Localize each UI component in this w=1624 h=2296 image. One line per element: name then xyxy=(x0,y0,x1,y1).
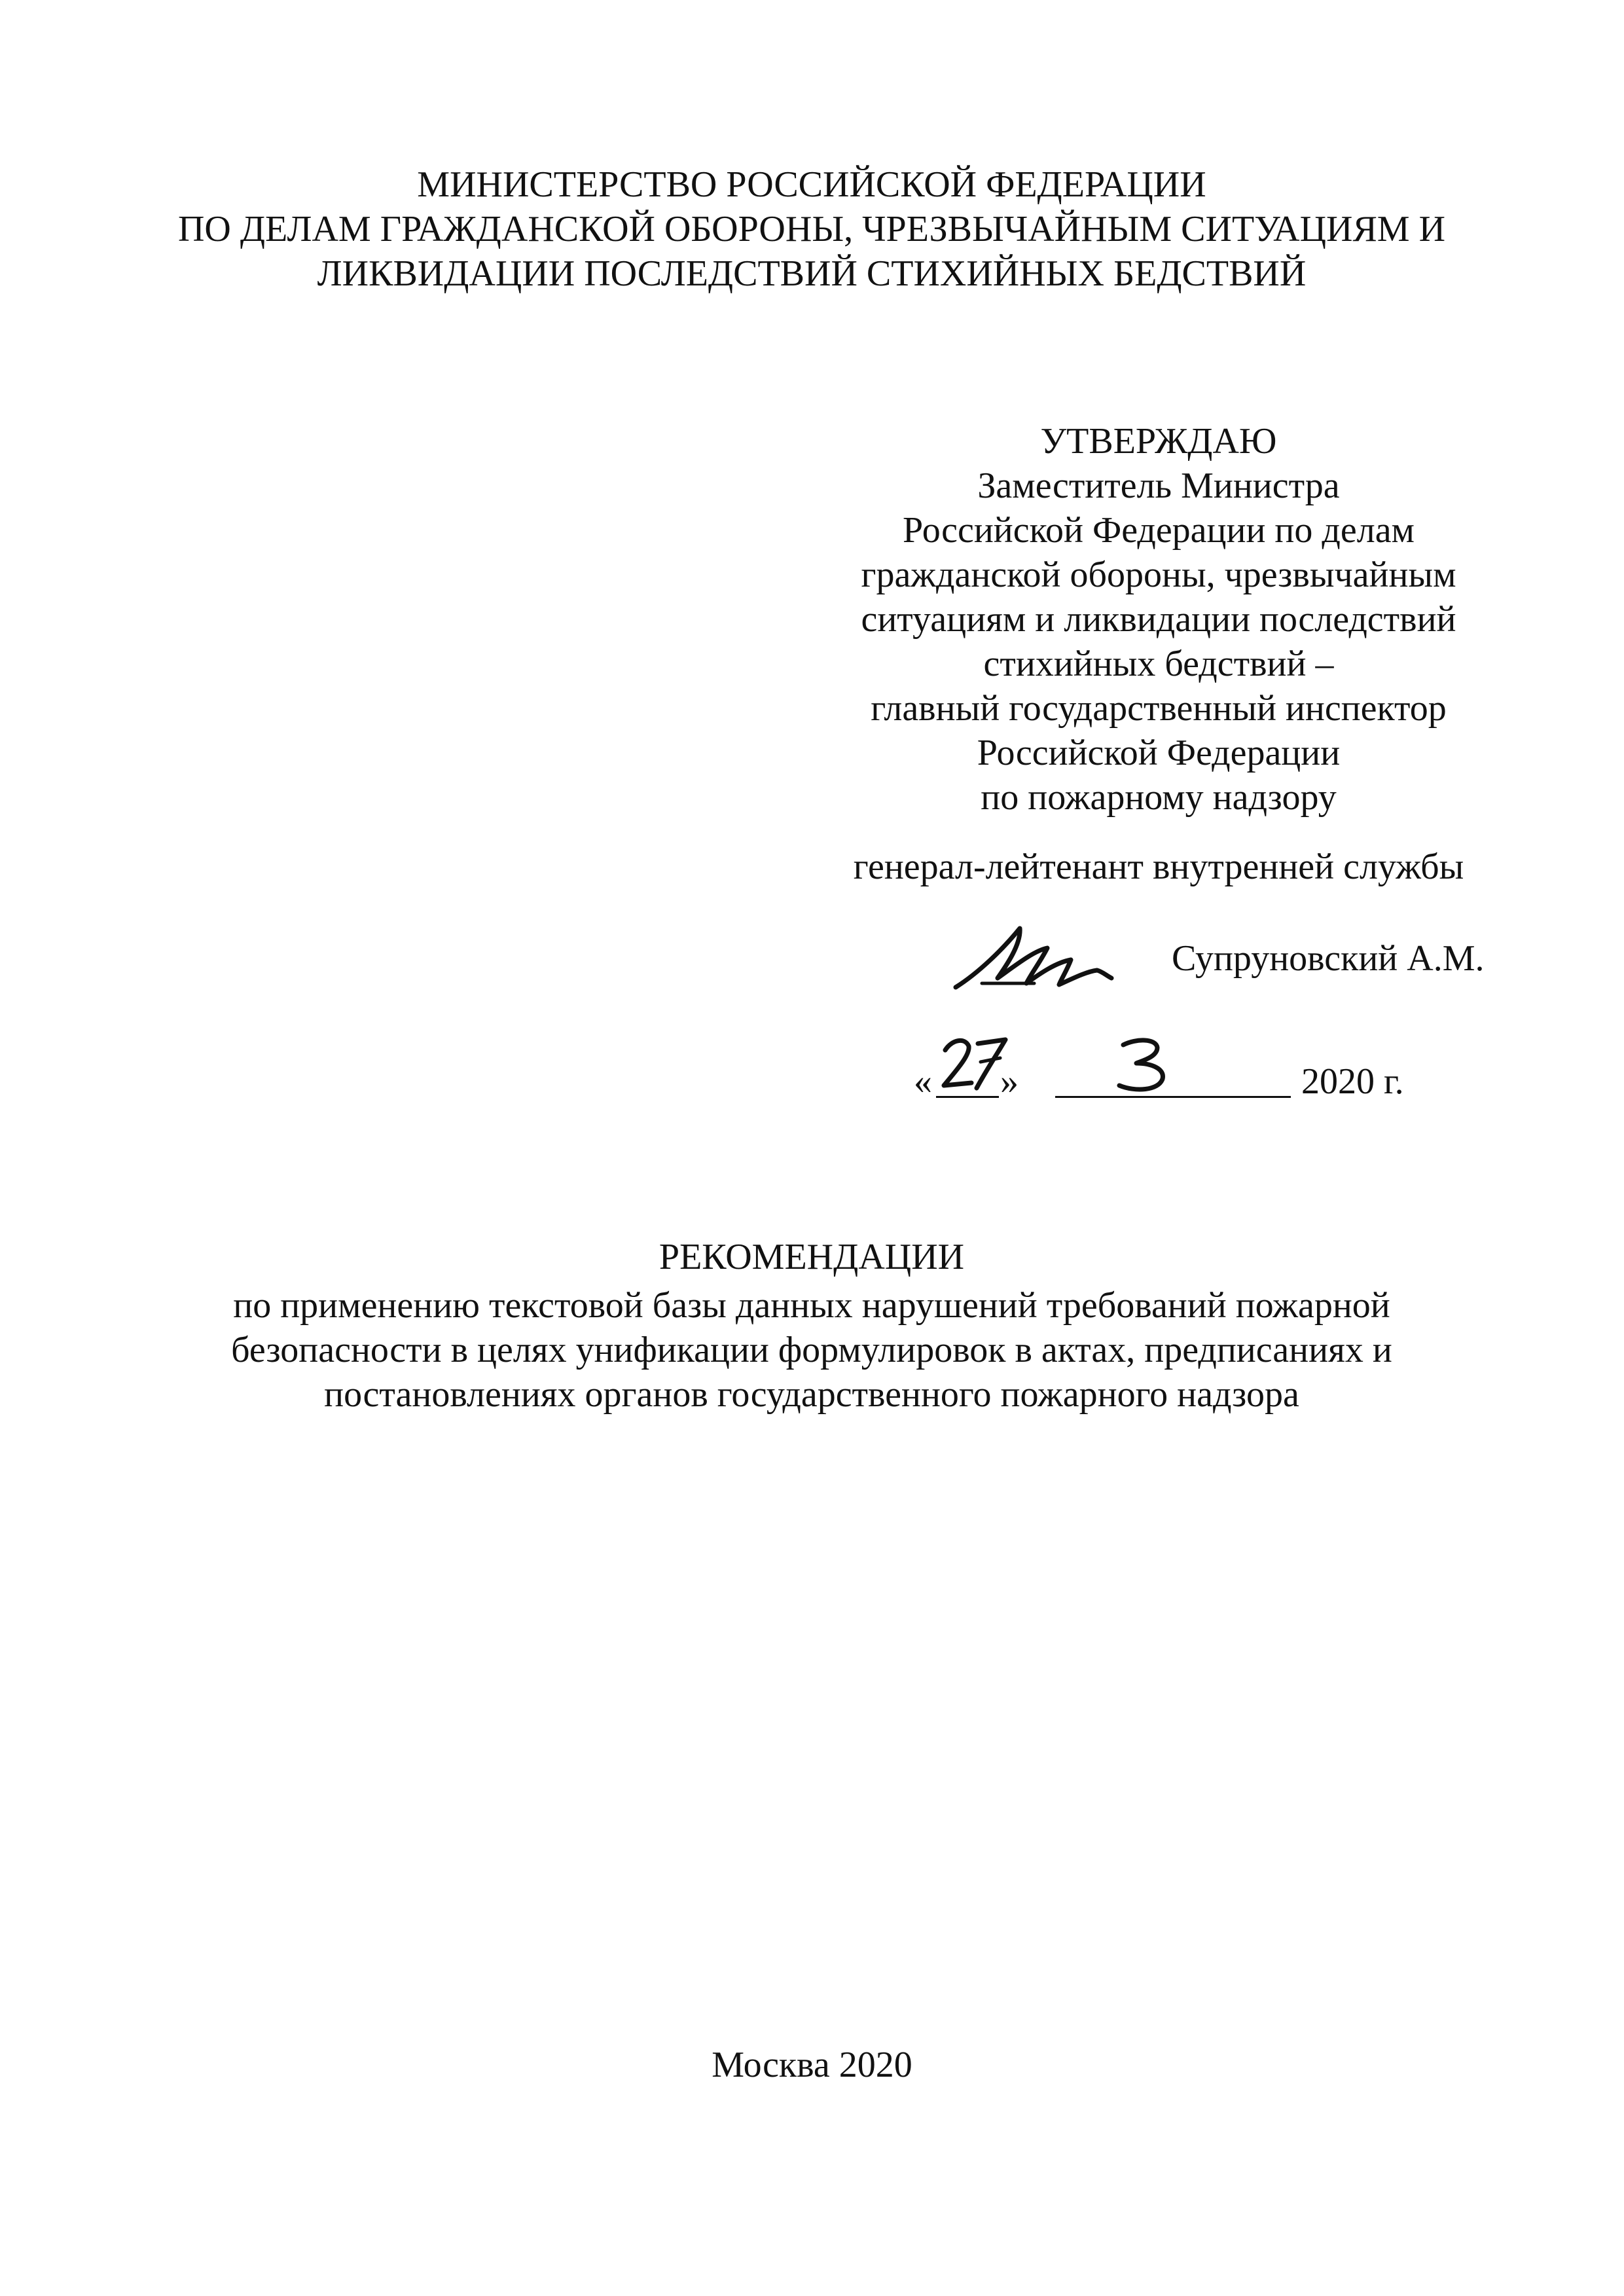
city-year: Москва 2020 xyxy=(712,2045,912,2085)
date-year: 2020 г. xyxy=(1301,1061,1404,1102)
ministry-line: ПО ДЕЛАМ ГРАЖДАНСКОЙ ОБОРОНЫ, ЧРЕЗВЫЧАЙНЫМ СИТУАЦИЯМ И xyxy=(177,209,1446,249)
approval-position-line: гражданской обороны, чрезвычайным xyxy=(861,555,1456,595)
ministry-header xyxy=(118,162,1506,296)
approval-position-line: по пожарному надзору xyxy=(981,777,1337,818)
ministry-line: МИНИСТЕРСТВО РОССИЙСКОЙ ФЕДЕРАЦИИ xyxy=(417,164,1206,205)
approval-rank: генерал-лейтенант внутренней службы xyxy=(853,847,1464,887)
recommendations-block xyxy=(131,1235,1492,1417)
approval-block xyxy=(812,419,1506,820)
approval-date xyxy=(914,1028,1503,1100)
date-open-quote: « xyxy=(914,1061,932,1102)
approval-position-line: Заместитель Министра xyxy=(977,465,1340,506)
signature-mark xyxy=(943,910,1152,1008)
handwritten-day xyxy=(940,1028,1012,1093)
month-underline xyxy=(1055,1096,1291,1098)
document-title: РЕКОМЕНДАЦИИ xyxy=(659,1237,965,1277)
approval-position-line: Российской Федерации по делам xyxy=(902,510,1415,551)
handwritten-month xyxy=(1110,1030,1182,1096)
approval-position-line: Российской Федерации xyxy=(977,733,1341,773)
ministry-line: ЛИКВИДАЦИИ ПОСЛЕДСТВИЙ СТИХИЙНЫХ БЕДСТВИЙ xyxy=(317,253,1307,294)
handwritten-month-value: 3 xyxy=(1110,1030,1111,1031)
approval-position-line: главный государственный инспектор xyxy=(871,688,1447,729)
document-subtitle-line: по применению текстовой базы данных нарушений требований пожарной xyxy=(233,1285,1390,1326)
handwritten-day-value: 27 xyxy=(940,1028,941,1029)
approval-position-line: ситуациям и ликвидации последствий xyxy=(861,599,1456,640)
date-close-quote: » xyxy=(1000,1061,1019,1102)
approval-position-line: стихийных бедствий – xyxy=(983,644,1334,684)
day-underline xyxy=(936,1096,999,1098)
signer-name: Супруновский А.М. xyxy=(1172,938,1485,979)
document-subtitle-line: безопасности в целях унификации формулировок в актах, предписаниях и xyxy=(231,1330,1392,1370)
document-subtitle-line: постановлениях органов государственного пожарного надзора xyxy=(324,1374,1299,1415)
approval-heading: УТВЕРЖДАЮ xyxy=(1040,421,1277,462)
